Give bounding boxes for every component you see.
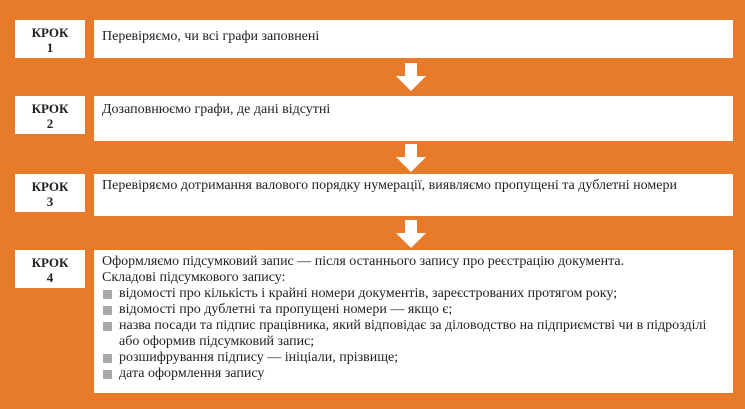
step-4-list: [102, 286, 725, 382]
step-4-label: [15, 250, 85, 288]
arrow-down-icon-3: [396, 220, 426, 248]
step-1-number: 1: [46, 40, 54, 55]
step-4-box: [94, 250, 733, 393]
step-2-box: [94, 96, 733, 141]
step-3-text: Перевіряємо дотримання валового порядку нумерації, виявляємо пропущені та дублетні номери: [102, 178, 677, 193]
list-item: розшифрування підпису — ініціали, прізвище;: [102, 350, 725, 366]
step-3-box: [94, 174, 733, 216]
step-4-subheading: Складові підсумкового запису:: [102, 270, 286, 285]
step-3-word: КРОК: [31, 179, 69, 194]
list-item: назва посади та підпис працівника, який відповідає за діловодство на підприємстві чи в підрозділі або оформив підсумковий запис;: [102, 318, 725, 350]
step-1-box: [94, 20, 733, 58]
step-1-word: КРОК: [31, 25, 69, 40]
step-2-label: [15, 96, 85, 134]
step-4-number: 4: [46, 270, 54, 285]
step-2-text: Дозаповнюємо графи, де дані відсутні: [102, 102, 331, 117]
list-item: відомості про кількість і крайні номери документів, зареєстрованих протягом року;: [102, 286, 725, 302]
step-3-label: [15, 174, 85, 212]
step-1-label: [15, 20, 85, 58]
list-item: відомості про дублетні та пропущені номери — якщо є;: [102, 302, 725, 318]
step-2-number: 2: [46, 116, 54, 131]
arrow-down-icon-1: [396, 63, 426, 91]
step-2-word: КРОК: [31, 101, 69, 116]
list-item: дата оформлення запису: [102, 366, 725, 382]
step-4-word: КРОК: [31, 255, 69, 270]
step-1-text: Перевіряємо, чи всі графи заповнені: [102, 29, 320, 44]
arrow-down-icon-2: [396, 144, 426, 172]
step-4-intro: Оформляємо підсумковий запис — після останнього запису про реєстрацію документа.: [102, 254, 625, 269]
step-3-number: 3: [46, 194, 54, 209]
